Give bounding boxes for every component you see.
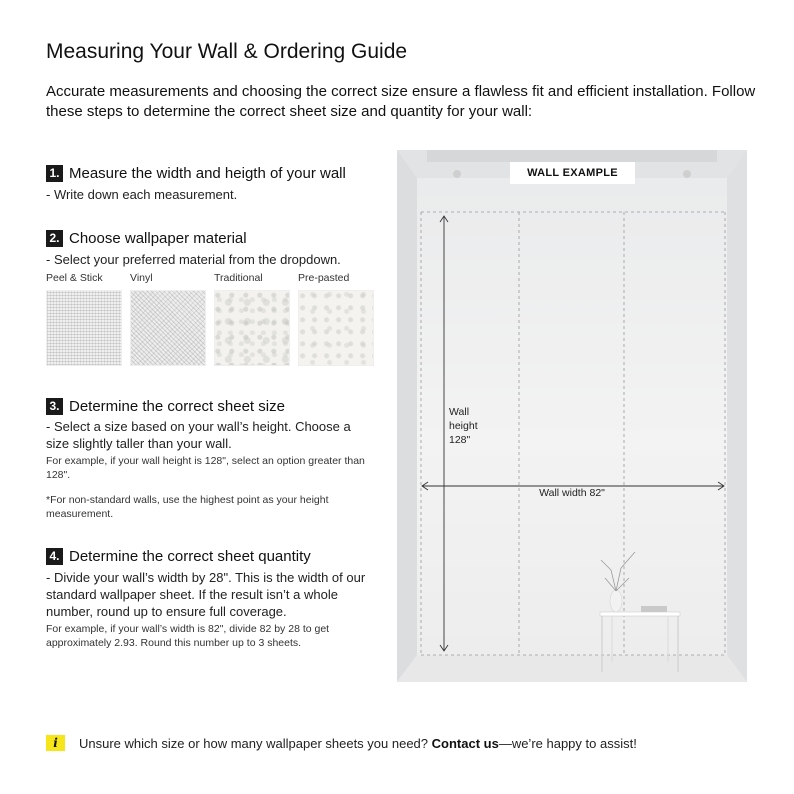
- wall-width-label: Wall width 82": [539, 487, 605, 499]
- wall-height-label-line1: Wall: [449, 406, 470, 418]
- material-label-vinyl: Vinyl: [130, 272, 153, 284]
- step-2-text: - Select your preferred material from the dropdown.: [46, 252, 341, 267]
- step-3-note: *For non-standard walls, use the highest point as your height measurement.: [46, 494, 329, 520]
- side-table-top: [600, 612, 680, 616]
- help-text: Unsure which size or how many wallpaper sheets you need?: [79, 735, 432, 751]
- material-label-peel-stick: Peel & Stick: [46, 272, 103, 284]
- wall-height-label-line2: height: [449, 420, 478, 432]
- step-4-title: Determine the correct sheet quantity: [69, 548, 311, 565]
- left-side-wall: [397, 150, 417, 682]
- material-swatch-traditional: [214, 290, 290, 366]
- ceiling-spotlight-left: [453, 170, 461, 178]
- step-1-heading: [46, 165, 346, 182]
- step-2-number: 2.: [46, 230, 63, 247]
- contact-us-link[interactable]: Contact us: [431, 735, 499, 751]
- page-title: Measuring Your Wall & Ordering Guide: [46, 40, 408, 63]
- intro-text: Accurate measurements and choosing the correct size ensure a flawless fit and efficient installation. Follow these steps to determine the correct sheet size and quantity for your wall:: [46, 83, 756, 120]
- wall-height-label-line3: 128": [449, 434, 471, 446]
- wall-height-label: [449, 405, 489, 447]
- floor-shape: [397, 655, 747, 682]
- step-4-text: - Divide your wall’s width by 28". This is the width of our standard wallpaper sheet. If the result isn’t a whole number, round up to ensure full coverage.: [46, 570, 366, 619]
- info-icon: i: [46, 735, 65, 751]
- step-3-text: - Select a size based on your wall’s height. Choose a size slightly taller than your wall.: [46, 419, 351, 451]
- material-label-pre-pasted: Pre-pasted: [298, 272, 350, 284]
- step-1-text: - Write down each measurement.: [46, 187, 238, 202]
- vase: [610, 590, 622, 612]
- step-2-title: Choose wallpaper material: [69, 230, 247, 247]
- step-1-number: 1.: [46, 165, 63, 182]
- help-text-suffix: —we’re happy to assist!: [498, 735, 637, 751]
- step-4-heading: [46, 548, 311, 565]
- step-1-title: Measure the width and heigth of your wall: [69, 165, 346, 182]
- right-side-wall: [727, 150, 747, 682]
- step-4-number: 4.: [46, 548, 63, 565]
- step-3-title: Determine the correct sheet size: [69, 398, 285, 415]
- step-3-example: For example, if your wall height is 128", select an option greater than 128".: [46, 455, 365, 481]
- step-3-heading: [46, 398, 285, 415]
- step-3-number: 3.: [46, 398, 63, 415]
- step-2-heading: [46, 230, 247, 247]
- ceiling-light-track: [427, 150, 717, 162]
- wall-example-illustration: [397, 150, 747, 682]
- material-swatch-vinyl: [130, 290, 206, 366]
- vase-branches: [601, 552, 635, 591]
- wall-example-badge: WALL EXAMPLE: [510, 162, 635, 184]
- material-label-traditional: Traditional: [214, 272, 263, 284]
- books-on-table: [641, 606, 667, 612]
- material-swatch-peel-stick: [46, 290, 122, 366]
- step-4-example: For example, if your wall’s width is 82", divide 82 by 28 to get approximately 2.93. Round this number up to 3 sheets.: [46, 623, 330, 649]
- ceiling-spotlight-right: [683, 170, 691, 178]
- help-footer: [46, 735, 637, 751]
- material-swatch-pre-pasted: [298, 290, 374, 366]
